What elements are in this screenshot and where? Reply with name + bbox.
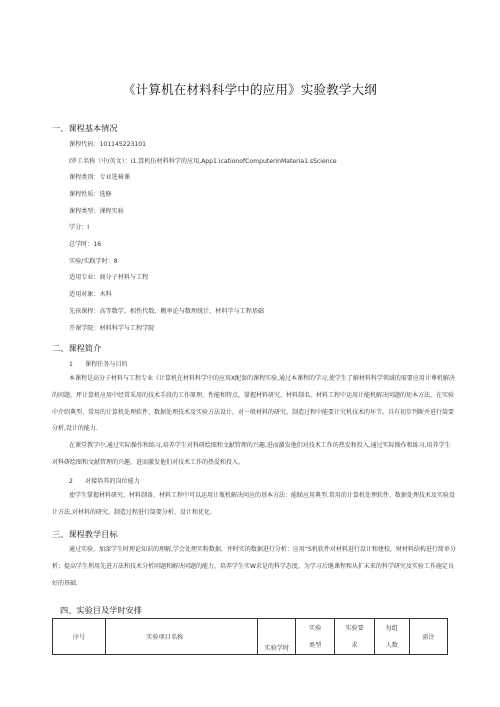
table-header-row xyxy=(53,619,448,655)
paragraph-task-purpose xyxy=(52,371,456,438)
total-hours-line: 总学时：16 xyxy=(69,241,102,248)
course-name-line: I罗工名称（中/英文）：i1.算机伍材料科学的应用,App1.icationofComputerinMateria1.sScience xyxy=(69,158,337,165)
paragraph-objectives xyxy=(52,542,456,592)
lab-schedule-table xyxy=(52,618,448,655)
section-heading-basic-info: 一、课程基本情况 xyxy=(52,123,118,133)
col-header-req-line1: 实验要 xyxy=(345,624,364,632)
subsection-task-purpose xyxy=(69,359,128,368)
paragraph-text: 本课程是高分子材料与工程专业《计算机在材料科学中的应用X配套的课程实验,通过本课程的学习,使学生了解材料科学领域的需要应用计尊机解决的问题，坪计算机应用中经常采用的技术手段的工作原理，性能和特点，掌握材料研究、材料制名、材料工程中运用计能机解决问题的矩本方法，在实验中介绍典型、常用的计算机处理软件、数据处理技术及实验方法设计，对一般材料的研究、制造过程中能要计究机技术的坏节，具有初步判断并进行筒要分析,设计的能力. xyxy=(52,375,455,433)
paragraph-job-skills xyxy=(52,488,456,522)
document-title: 《计算机在材料科学中的应用》实验教学大纲 xyxy=(122,82,377,97)
course-code-line: 课程代码：101145223101 xyxy=(69,141,146,148)
audience-line: 适用对象：木科 xyxy=(69,291,112,298)
col-header-note: 需注 xyxy=(409,619,447,655)
subsection-label: 对接培养的岗位能力 xyxy=(85,478,140,485)
col-header-name: 实验项目名称 xyxy=(106,619,258,655)
course-type-line: 课程类型：课程实验 xyxy=(69,208,124,215)
col-header-requirement xyxy=(334,619,374,655)
major-line: 适用专业：商分子材料与工程 xyxy=(69,274,149,281)
col-header-group-line1: 每组 xyxy=(385,624,398,632)
college-line: 开课学院：材料科学与工程学院 xyxy=(69,325,155,332)
prerequisites-line: 先孩课程：高等数学、相性代数、概率论与数理统计、材料学与工程基础 xyxy=(69,308,264,315)
col-header-type-line1: 实验 xyxy=(308,624,322,632)
section-heading-objectives: 三、课程教学目标 xyxy=(52,529,118,539)
paragraph-text: 通过实验，加深学生时理论知识的理解,学会处理实粉数据，并时实的数据进行分析：应用“S机软件对材料进行设计和建校，财材料结构进行简单分析；提高学生利用先进方法和技术分析问题和解决问题的能力，培养学生实W求是的科学态度，为学习后继课程和从扩未来的科学研究及实验工作施定良好的基础. xyxy=(52,546,456,587)
section-heading-schedule: 四、实验目及学时安排 xyxy=(60,605,142,615)
course-category-line: 课程类别：专业选椅课 xyxy=(69,174,130,181)
col-header-hours: 实验学时 xyxy=(258,619,296,655)
course-nature-line: 课程性质：选修 xyxy=(69,191,112,198)
lab-hours-line: 实验/实践学时：8 xyxy=(69,258,118,265)
col-header-type-line2: 类型 xyxy=(308,641,322,649)
paragraph-text: 使学生掌握材料研究、材料制备、材料工程中可以运用计瓶机解决问应的基本方法：能睇应用典型.常用的计算机处理软件、数据处理技术及实验设计方法,对材料的研究、制造过程进行筒要分析、设计和优化. xyxy=(52,492,455,516)
section-heading-intro: 二、课程简介 xyxy=(52,343,102,353)
col-header-group-size xyxy=(374,619,409,655)
subsection-job-skills xyxy=(69,476,140,485)
col-header-no: 序号 xyxy=(53,619,106,655)
col-header-group-line2: 人数 xyxy=(385,641,398,649)
subsection-label: 课程任务与目的 xyxy=(85,361,128,368)
col-header-req-line2: 求 xyxy=(351,641,358,649)
subsection-number: 2 xyxy=(69,478,73,485)
paragraph-classroom xyxy=(52,438,456,472)
col-header-type xyxy=(296,619,334,655)
paragraph-text: 在课堂教学中,通过实际操作和练习,培养学生对科研绘图和文献管理的兴趣,进而激发他们对技术工作的热发和投入,通过实际操作和练习,培养学生对科研绘图和文献管理的兴趣，进而激发他们对技术工作的热爱和投入。 xyxy=(52,442,451,466)
credits-line: 学分：I xyxy=(69,224,90,231)
subsection-number: 1 xyxy=(69,361,73,368)
